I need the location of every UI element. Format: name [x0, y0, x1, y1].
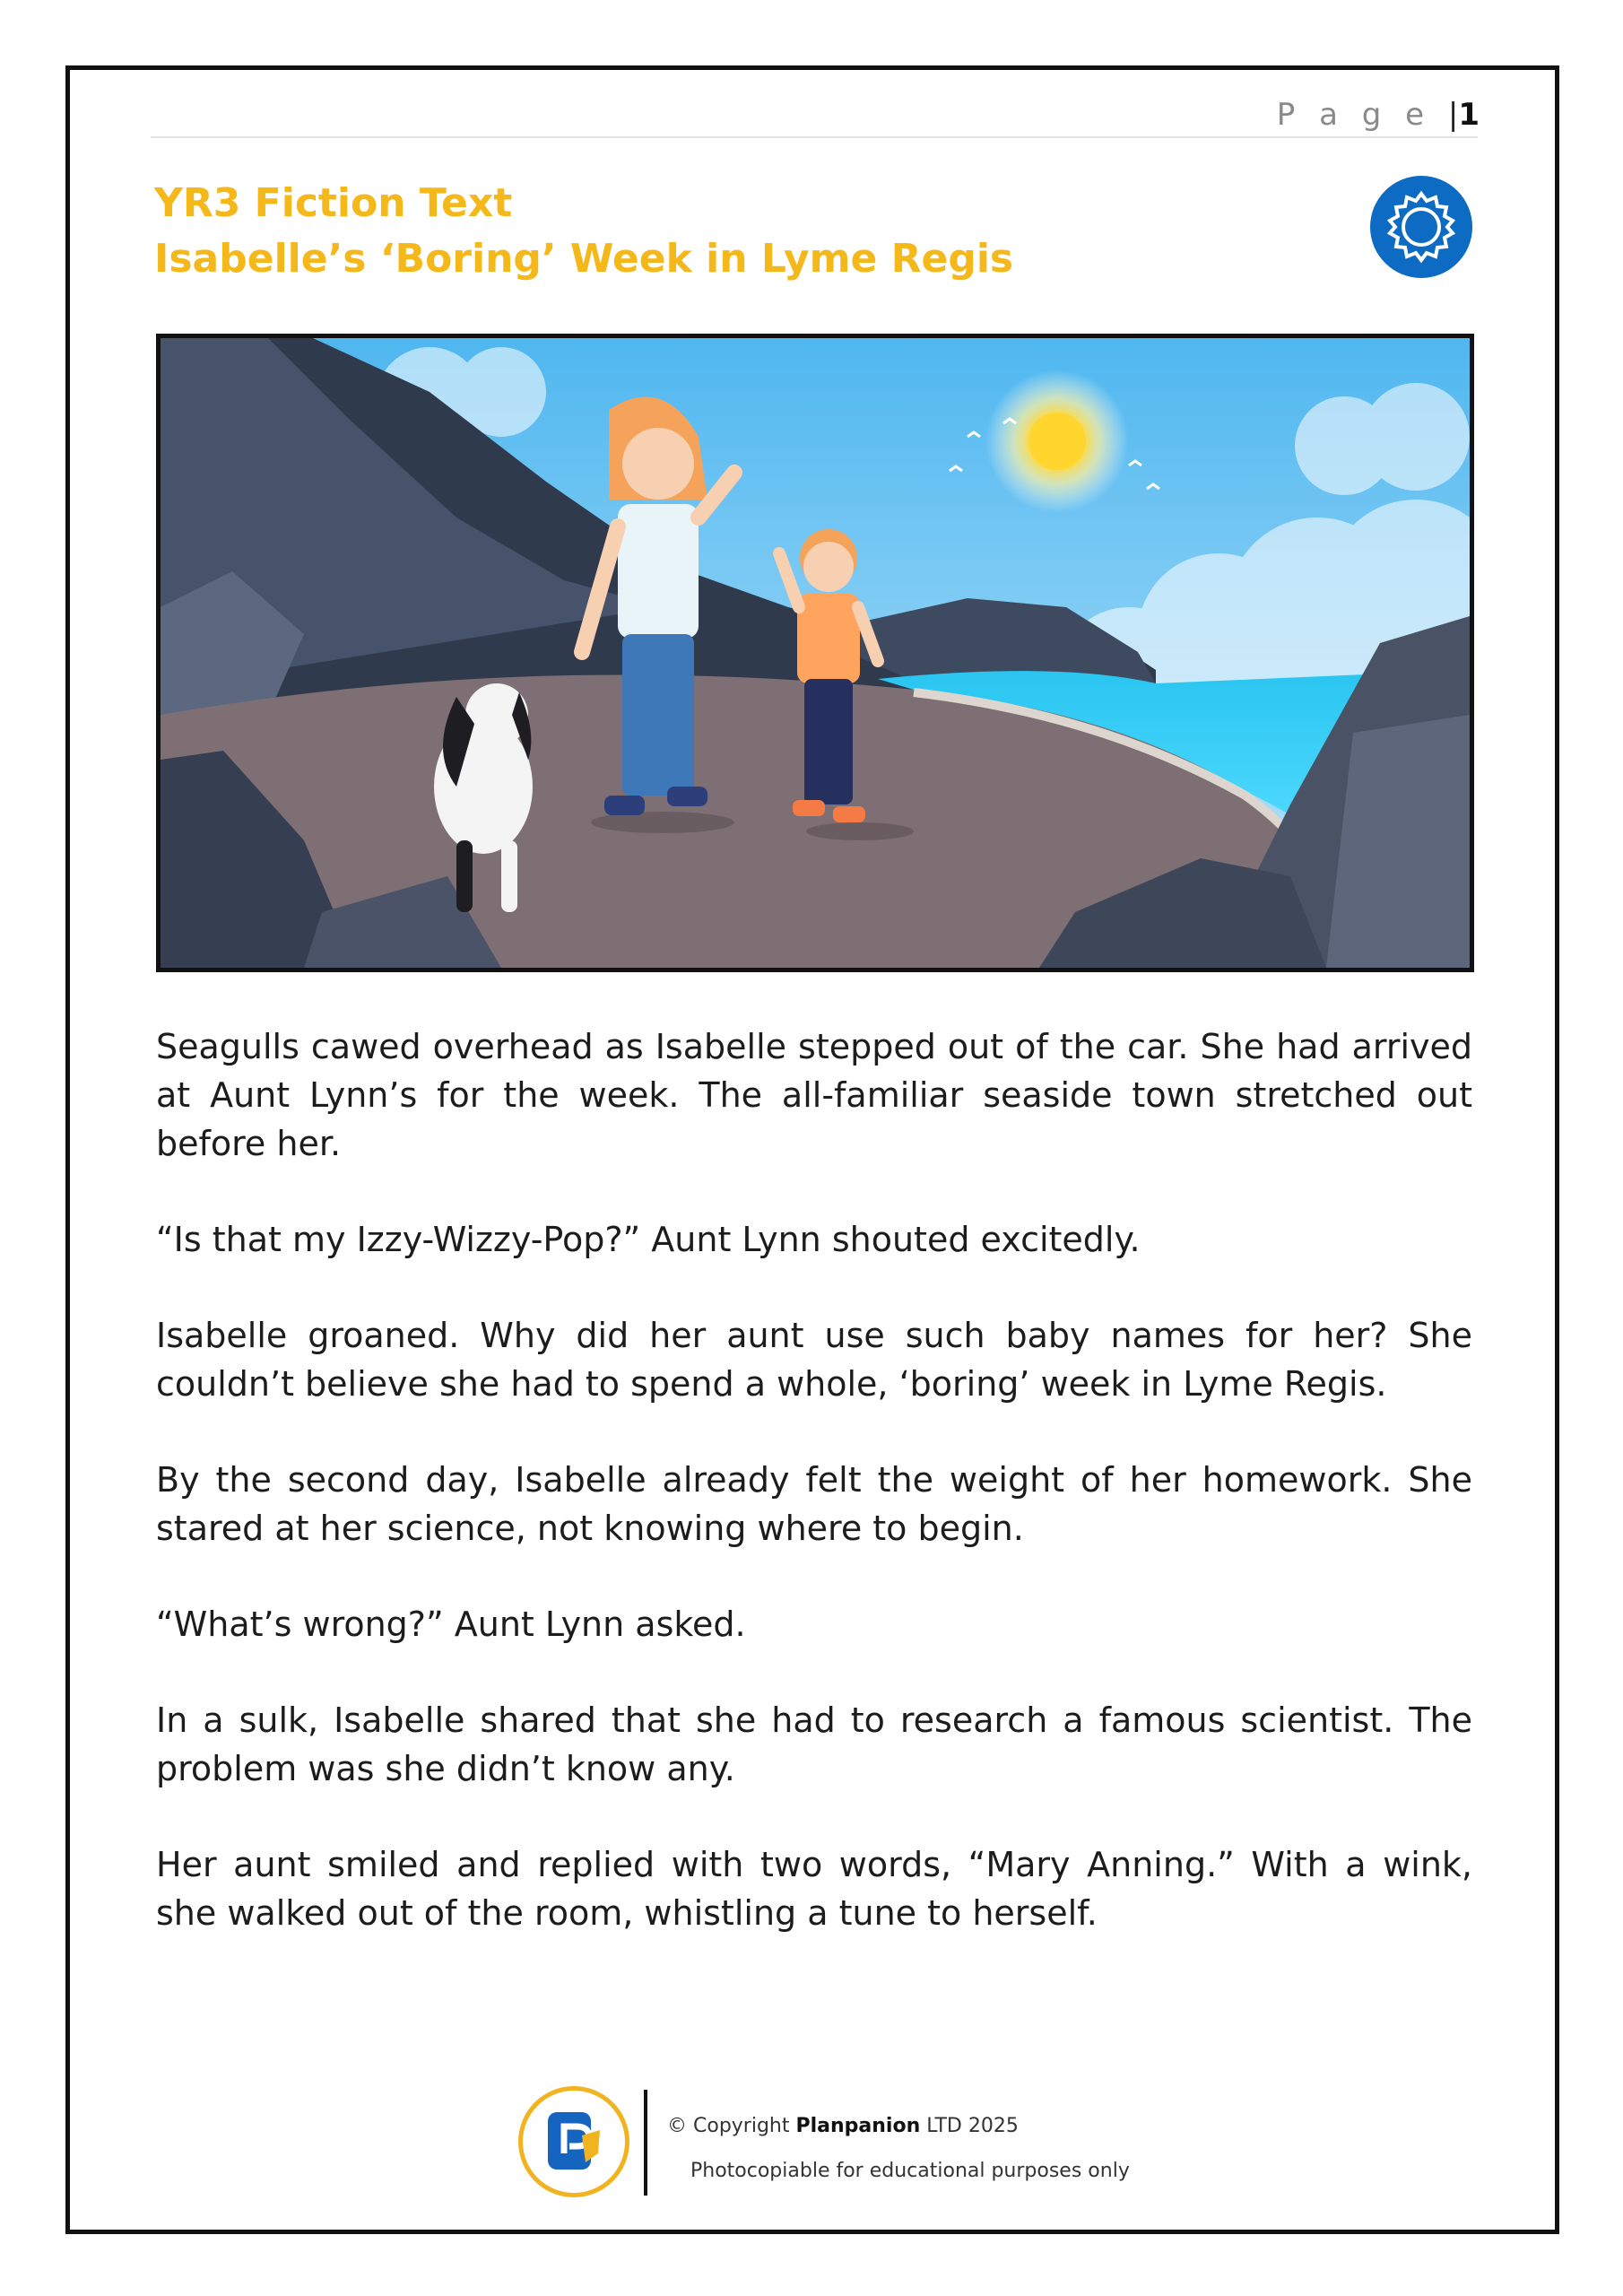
page-title [154, 176, 1013, 287]
story-body [156, 1022, 1472, 1985]
beach-scene-illustration [156, 334, 1474, 972]
brand-name: Planpanion [795, 2115, 921, 2137]
story-paragraph: In a sulk, Isabelle shared that she had to research a famous scientist. The problem was she didn’t know any. [156, 1700, 1472, 1788]
copyright-prefix: © Copyright [667, 2115, 790, 2137]
footer-divider [644, 2090, 647, 2196]
story-paragraph: By the second day, Isabelle already felt the weight of her homework. She stared at her science, not knowing where to begin. [156, 1460, 1472, 1548]
page-label: P a g e [1276, 97, 1432, 133]
page-separator: | [1447, 97, 1459, 133]
planpanion-logo-icon [518, 2086, 629, 2197]
header-rule [151, 136, 1478, 138]
photocopy-note: Photocopiable for educational purposes only [690, 2160, 1130, 2182]
title-line-2: Isabelle’s ‘Boring’ Week in Lyme Regis [154, 236, 1014, 282]
copyright-suffix: LTD 2025 [926, 2115, 1019, 2137]
story-paragraph: “Is that my Izzy-Wizzy-Pop?” Aunt Lynn shouted excitedly. [156, 1220, 1141, 1259]
page-number [1277, 97, 1480, 133]
story-paragraph: “What’s wrong?” Aunt Lynn asked. [156, 1605, 746, 1644]
story-paragraph: Her aunt smiled and replied with two words, “Mary Anning.” With a wink, she walked out of the room, whistling a tune to herself. [156, 1845, 1472, 1933]
story-paragraph: Isabelle groaned. Why did her aunt use such baby names for her? She couldn’t believe she had to spend a whole, ‘boring’ week in Lyme Regis. [156, 1316, 1472, 1404]
page-number-value: 1 [1458, 97, 1480, 133]
copyright-line [667, 2115, 1019, 2137]
story-paragraph: Seagulls cawed overhead as Isabelle stepped out of the car. She had arrived at Aunt Lynn’s for the week. The all-familiar seaside town stretched out before her. [156, 1027, 1472, 1163]
gear-badge-icon [1370, 176, 1472, 278]
title-line-1: YR3 Fiction Text [154, 180, 513, 226]
